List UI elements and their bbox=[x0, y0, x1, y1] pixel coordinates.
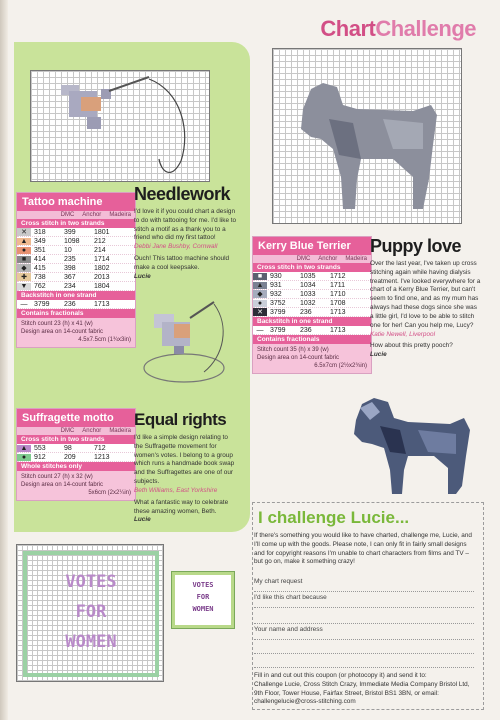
key-row: ● 912 209 1213 bbox=[17, 453, 135, 462]
key-row: ● 351 10 214 bbox=[17, 246, 135, 255]
tattoo-machine-stitched-image bbox=[134, 296, 234, 397]
key-row: ◆ 415 398 1802 bbox=[17, 264, 135, 273]
chart-votes-text: VOTES bbox=[65, 572, 117, 592]
key-row: ✕ 318 399 1801 bbox=[17, 228, 135, 237]
reason-field-line2[interactable] bbox=[254, 610, 474, 624]
key-row: — 3799 236 1713 bbox=[253, 326, 371, 335]
key-row: ✕ 3799 236 1713 bbox=[253, 308, 371, 317]
votes-chart-grid bbox=[16, 544, 164, 682]
key-footer: Stitch count 23 (h) x 41 (w) Design area on 14-count fabric 4.5x7.5cm (1¾x3in) bbox=[17, 318, 135, 347]
title-chart: Chart bbox=[320, 16, 376, 41]
key-section-whole: Whole stitches only bbox=[17, 462, 135, 471]
votes-chart-motif bbox=[17, 545, 165, 683]
terrier-chart-motif bbox=[273, 49, 463, 225]
key-row: ● 3752 1032 1708 bbox=[253, 299, 371, 308]
terrier-chart-grid bbox=[272, 48, 462, 224]
terrier-key-title: Kerry Blue Terrier bbox=[253, 237, 371, 255]
needlework-headline: Needlework bbox=[134, 184, 231, 204]
equal-rights-body: I'd like a simple design relating to the Suffragette movement for women's votes. I belong to a group which runs a handmade book swap and the Suffragettes are one of our subjects. Beth Williams, East Yorkshire What a fantastic way to celebrate these amazing women, Beth. Lucie bbox=[134, 434, 235, 524]
coupon-send-info: Fill in and cut out this coupon (or photocopy it) and send it to: Challenge Lucie, Cross Stitch Crazy, Immediate Media Company Bristol Ltd, 9th Floor, Tower House, Fairfax Street, Bristol BS1 3BN, or email: challengelucie@cross-stitching.com bbox=[254, 672, 470, 706]
key-brand-headers: DMC Anchor Madeira bbox=[253, 255, 371, 263]
key-section-frac: Contains fractionals bbox=[17, 309, 135, 318]
coupon-email: challengelucie@cross-stitching.com bbox=[254, 698, 356, 706]
key-row: ◆ 932 1033 1710 bbox=[253, 290, 371, 299]
key-row: ▲ 931 1034 1711 bbox=[253, 281, 371, 290]
key-section-cross: Cross stitch in two strands bbox=[17, 435, 135, 444]
key-section-frac: Contains fractionals bbox=[253, 335, 371, 344]
tattoo-chart-grid bbox=[30, 70, 210, 182]
key-row: ■ 414 235 1714 bbox=[17, 255, 135, 264]
brand-madeira: Madeira bbox=[109, 212, 131, 218]
key-footer: Stitch count 35 (h) x 39 (w) Design area on 14-count fabric 6.5x7cm (2½x2¾in) bbox=[253, 344, 371, 373]
tattoo-chart-motif bbox=[31, 71, 211, 183]
brand-anchor: Anchor bbox=[82, 212, 102, 218]
title-challenge: Challenge bbox=[375, 16, 476, 41]
chart-for-text: FOR bbox=[75, 602, 107, 622]
name-address-field-line2[interactable] bbox=[254, 640, 474, 654]
key-row: ▲ 553 98 712 bbox=[17, 444, 135, 453]
tattoo-key bbox=[16, 192, 136, 348]
chart-women-text: WOMEN bbox=[65, 632, 117, 652]
tattoo-key-title: Tattoo machine bbox=[17, 193, 135, 211]
key-section-back: Backstitch in one strand bbox=[17, 291, 135, 300]
key-footer: Stitch count 27 (h) x 32 (w) Design area on 14-count fabric 5x6cm (2x2¼in) bbox=[17, 471, 135, 500]
terrier-stitched-image bbox=[346, 390, 476, 505]
brand-dmc: DMC bbox=[60, 212, 75, 218]
page-title bbox=[320, 16, 476, 42]
coupon-intro: If there's something you would like to have charted, challenge me, Lucie, and I'll come up with the goods. Please note, I can only fit in fairly small designs and for copyright reasons I'm unable to chart characters from films and TV – but go on, make it something crazy! bbox=[254, 532, 472, 566]
puppy-love-body: Over the last year, I've taken up cross stitching again while having dialysis treatment. I've looked everywhere for a chart of a Kerry Blue Terrier, but can't seem to find one, and as my mum has always had these dogs since she was a little girl, I'd love to be able to stitch one for her! Can you help me, Lucy? Katie Newell, Liverpool How about this pretty pooch? Lucie bbox=[370, 260, 481, 359]
key-row: ✚ 738 367 2013 bbox=[17, 273, 135, 282]
suffragette-key bbox=[16, 408, 136, 501]
equal-rights-headline: Equal rights bbox=[134, 410, 227, 429]
votes-stitched-image: VOTES FOR WOMEN bbox=[172, 572, 234, 628]
name-address-field[interactable]: Your name and address bbox=[254, 626, 474, 640]
terrier-key bbox=[252, 236, 372, 374]
puppy-love-headline: Puppy love bbox=[370, 236, 462, 256]
suffragette-key-title: Suffragette motto bbox=[17, 409, 135, 427]
key-brand-headers bbox=[17, 211, 135, 219]
key-row: — 3799 236 1713 bbox=[17, 300, 135, 309]
key-section-cross: Cross stitch in two strands bbox=[253, 263, 371, 272]
chart-request-field[interactable]: My chart request bbox=[254, 578, 474, 592]
key-brand-headers: DMC Anchor Madeira bbox=[17, 427, 135, 435]
key-row: ▼ 762 234 1804 bbox=[17, 282, 135, 291]
needlework-body: I'd love it if you could chart a design to do with tattooing for me. I'd like to stitch a motif as a thank you to a friend who did my first tattoo! Debbi Jane Bushby, Cornwall Ouch! This tattoo machine should make a cool keepsake. Lucie bbox=[134, 208, 237, 280]
name-address-field-line3[interactable] bbox=[254, 654, 474, 668]
key-row: ▲ 349 1098 212 bbox=[17, 237, 135, 246]
coupon-title: I challenge Lucie... bbox=[258, 508, 410, 527]
page-spine bbox=[0, 0, 8, 720]
key-section-cross: Cross stitch in two strands bbox=[17, 219, 135, 228]
key-row: ■ 930 1035 1712 bbox=[253, 272, 371, 281]
key-section-back: Backstitch in one strand bbox=[253, 317, 371, 326]
reason-field[interactable]: I'd like this chart because bbox=[254, 594, 474, 608]
